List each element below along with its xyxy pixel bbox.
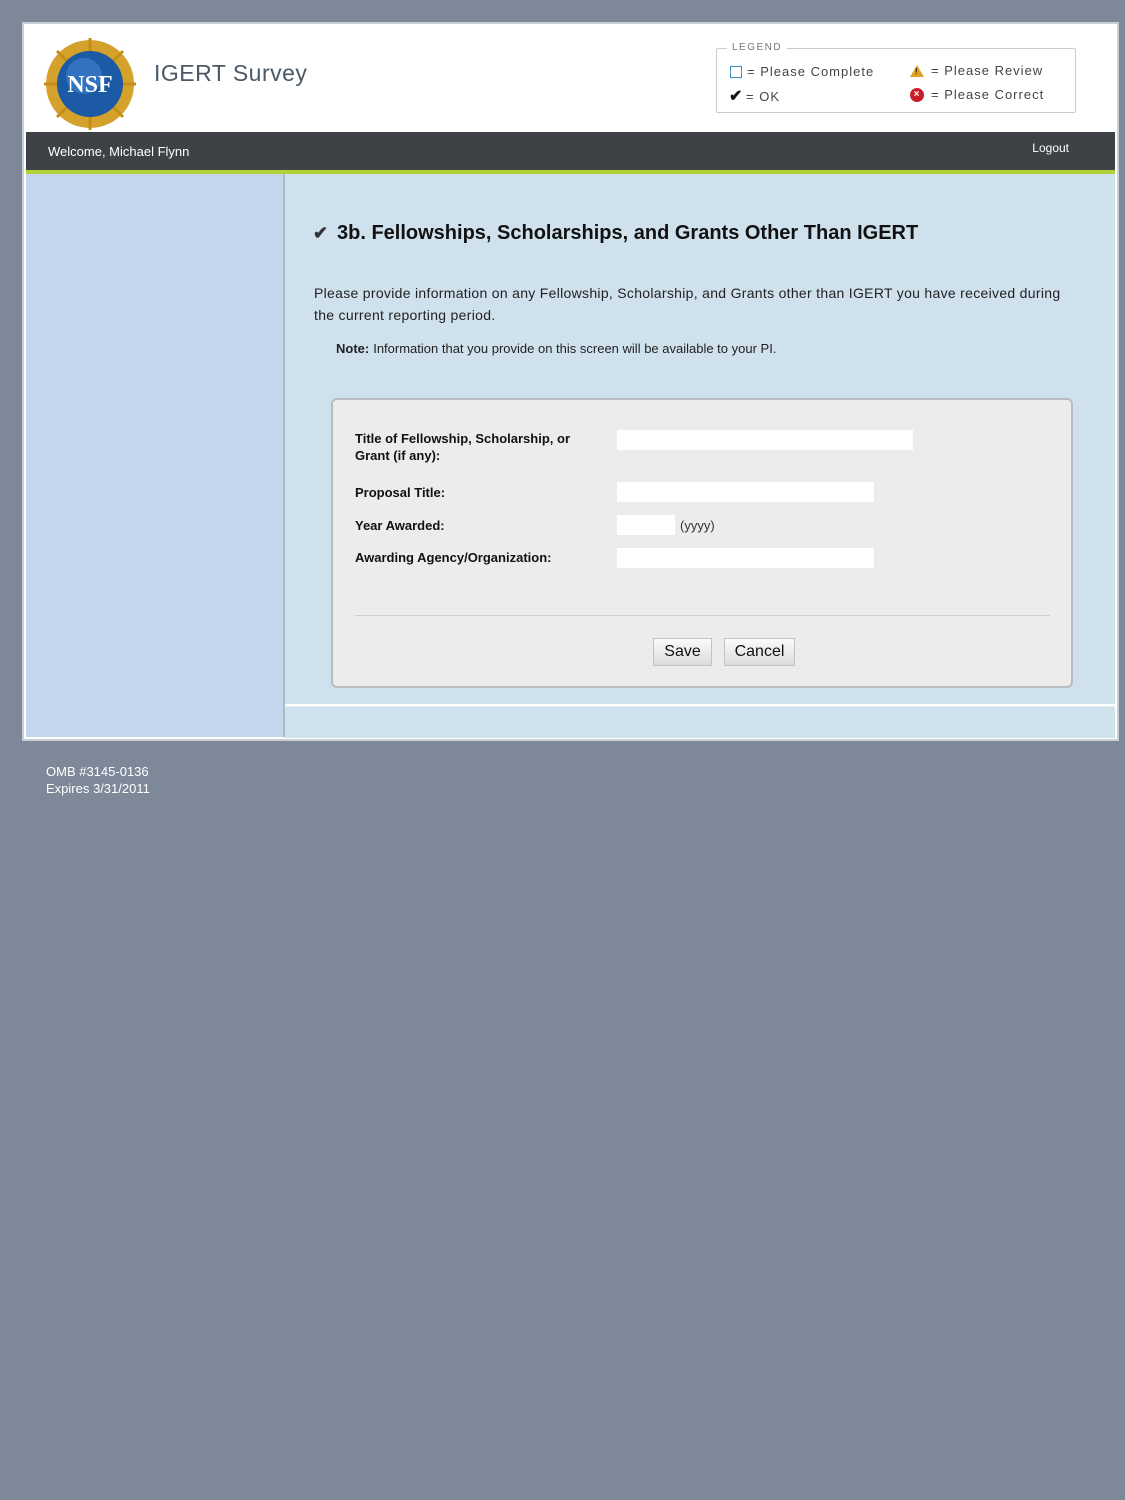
note: [336, 341, 776, 356]
year-format-hint: (yyyy): [680, 518, 715, 533]
title-input[interactable]: [617, 430, 913, 450]
legend-item-please-review: ! = Please Review: [910, 63, 1043, 78]
legend-item-ok: ✔ = OK: [729, 88, 780, 105]
omb-number: OMB #3145-0136: [46, 764, 149, 779]
sidebar: [26, 174, 285, 737]
proposal-title-input[interactable]: [617, 482, 874, 502]
legend-item-please-correct: × = Please Correct: [910, 87, 1044, 102]
year-awarded-input[interactable]: [617, 515, 675, 535]
legend: [716, 42, 1076, 113]
divider: [355, 615, 1050, 616]
fellowship-form: [331, 398, 1073, 688]
legend-title: LEGEND: [727, 42, 787, 53]
check-icon: ✔: [729, 88, 744, 105]
main-content: [285, 174, 1115, 704]
year-awarded-label: Year Awarded:: [355, 518, 445, 533]
agency-input[interactable]: [617, 548, 874, 568]
section-title-text: 3b. Fellowships, Scholarships, and Grants Other Than IGERT: [337, 222, 919, 244]
title-label: Title of Fellowship, Scholarship, or Grant (if any):: [355, 431, 571, 463]
intro-text: Please provide information on any Fellowship, Scholarship, and Grants other than IGERT you have received during the current reporting period.: [314, 285, 1061, 323]
top-nav-bar: [26, 132, 1115, 174]
note-text: Information that you provide on this screen will be available to your PI.: [373, 341, 777, 356]
warning-icon: !: [910, 65, 924, 77]
svg-text:NSF: NSF: [67, 72, 113, 98]
check-icon: ✔: [313, 223, 329, 243]
app-title: IGERT Survey: [154, 60, 308, 86]
section-title: [313, 222, 918, 245]
legend-item-please-complete: = Please Complete: [730, 64, 874, 79]
empty-box-icon: [730, 66, 742, 78]
proposal-title-label: Proposal Title:: [355, 485, 446, 500]
expiration-date: Expires 3/31/2011: [46, 781, 150, 796]
content-footer-strip: [285, 706, 1115, 738]
header: [24, 24, 1117, 132]
cancel-button[interactable]: Cancel: [724, 638, 795, 666]
save-button[interactable]: Save: [653, 638, 712, 666]
survey-frame: [22, 22, 1119, 741]
note-label: Note:: [336, 341, 370, 356]
nsf-logo: [44, 38, 136, 130]
error-icon: ×: [910, 88, 924, 102]
agency-label: Awarding Agency/Organization:: [355, 550, 552, 565]
logout-link[interactable]: Logout: [1032, 141, 1069, 155]
footer: [46, 763, 150, 797]
welcome-text: Welcome, Michael Flynn: [48, 144, 190, 159]
